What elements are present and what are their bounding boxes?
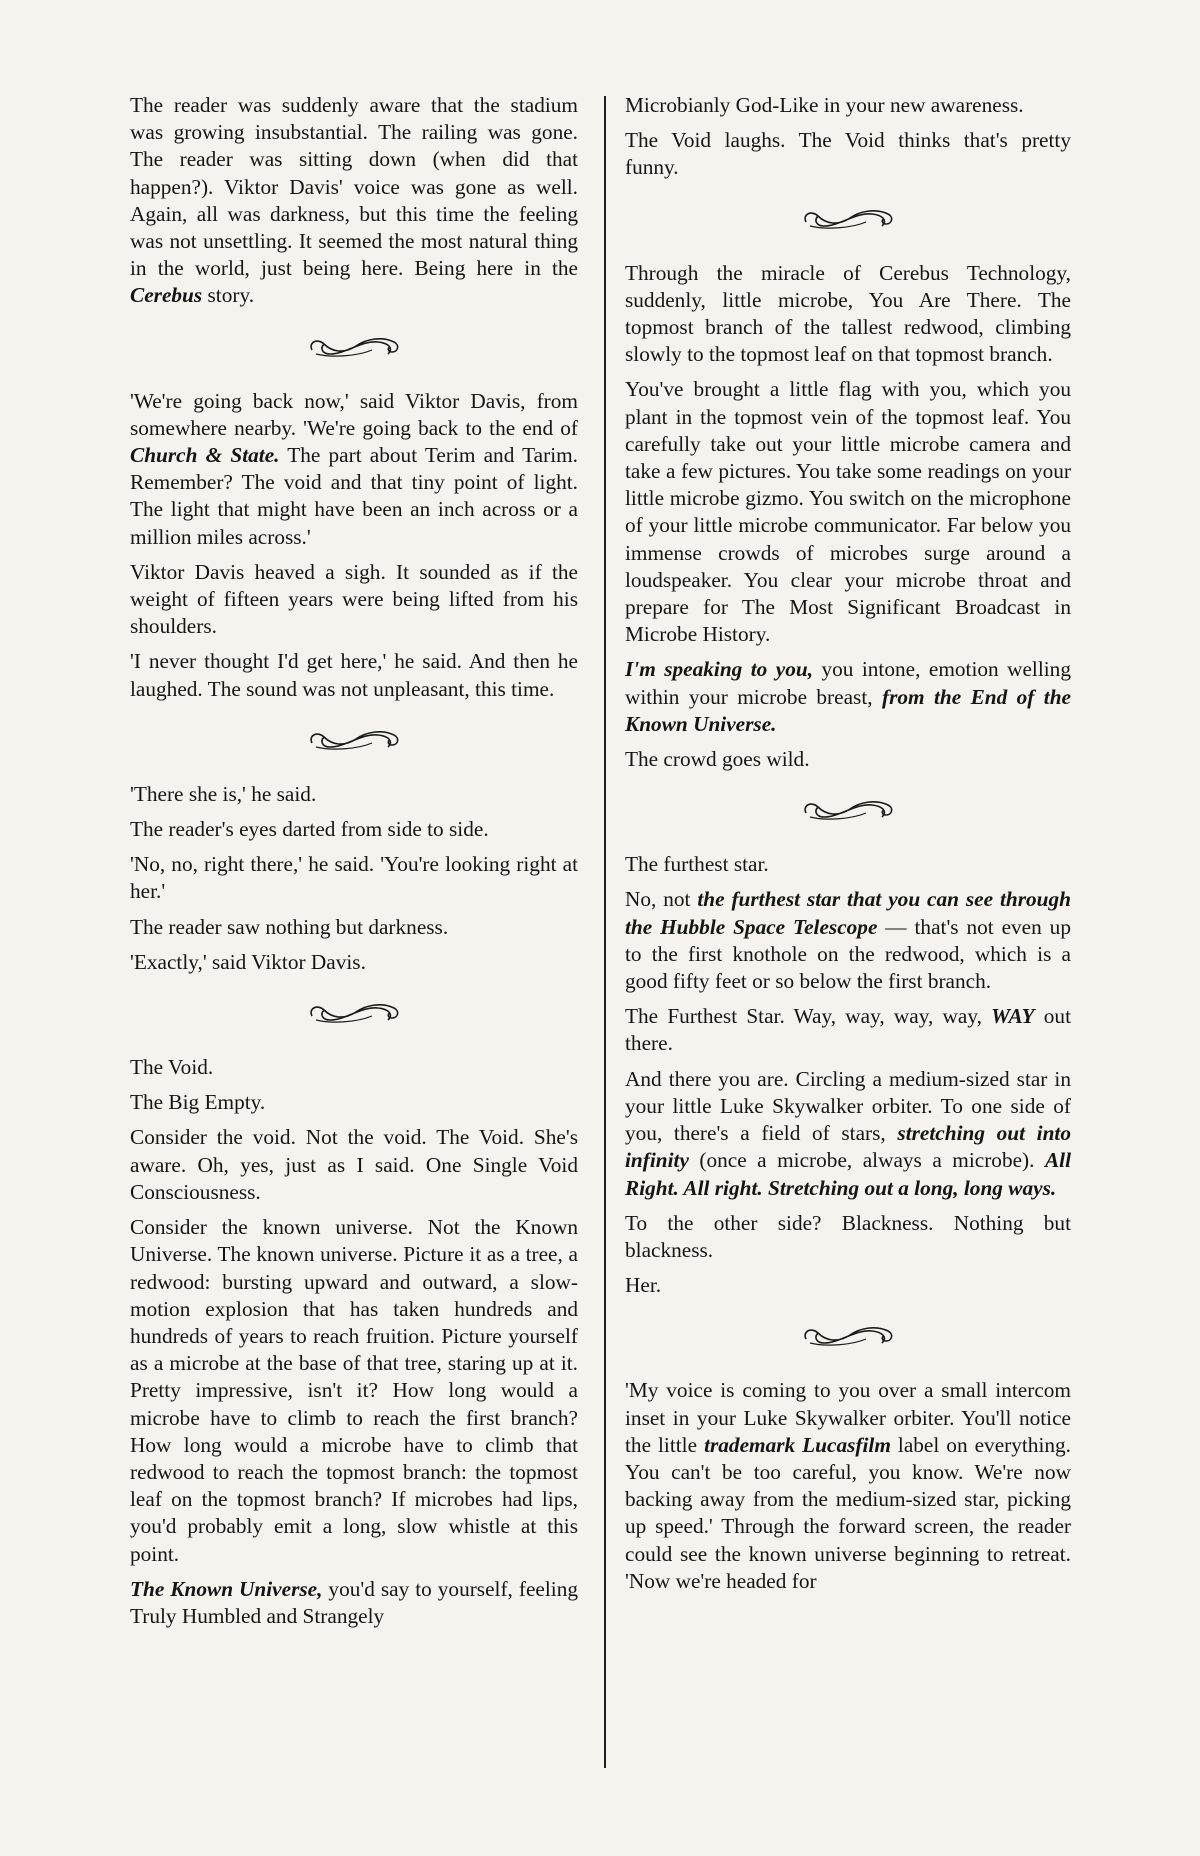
paragraph: The Furthest Star. Way, way, way, way, WAY out there. — [625, 1004, 1071, 1056]
paragraph: Viktor Davis heaved a sigh. It sounded as if the weight of fifteen years were being lifted from his shoulders. — [130, 559, 578, 639]
paragraph: Consider the void. Not the void. The Void. She's aware. Oh, yes, just as I said. One Single Void Consciousness. — [130, 1125, 578, 1204]
left-column — [130, 92, 578, 1638]
paragraph: The reader saw nothing but darkness. — [130, 914, 449, 939]
paragraph: You've brought a little flag with you, which you plant in the topmost vein of the topmost leaf. You carefully take out your little microbe camera and take a few pictures. You take some readings on your little microbe gizmo. You switch on the microphone of your little microbe communicator. Far below you immense crowds of microbes surge around a loudspeaker. You clear your microbe throat and prepare for The Most Significant Broadcast in Microbe History. — [625, 377, 1071, 647]
scroll-ornament-icon — [625, 781, 1071, 839]
right-column — [625, 92, 1071, 1603]
paragraph: Through the miracle of Cerebus Technology, suddenly, little microbe, You Are There. The topmost branch of the tallest redwood, climbing slowly to the topmost leaf on that topmost branch. — [625, 260, 1071, 367]
paragraph: The Void laughs. The Void thinks that's pretty funny. — [625, 128, 1071, 180]
paragraph: Microbianly God-Like in your new awareness. — [625, 93, 1024, 117]
paragraph: 'Exactly,' said Viktor Davis. — [130, 949, 366, 974]
paragraph: Her. — [625, 1273, 662, 1298]
paragraph: To the other side? Blackness. Nothing but blackness. — [625, 1210, 1071, 1262]
paragraph: The furthest star. — [625, 852, 769, 877]
paragraph: No, not the furthest star that you can see through the Hubble Space Telescope — that's not even up to the first knothole on the redwood, which is a good fifty feet or so below the first branch. — [625, 887, 1071, 994]
scroll-ornament-icon — [130, 984, 578, 1042]
paragraph: I'm speaking to you, you intone, emotion welling within your microbe breast, from the End of the Known Universe. — [625, 657, 1071, 736]
scroll-ornament-icon — [625, 1307, 1071, 1365]
paragraph: The reader was suddenly aware that the stadium was growing insubstantial. The railing was gone. The reader was sitting down (when did that happen?). Viktor Davis' voice was gone as well. Again, all was darkness, but this time the feeling was not unsettling. It seemed the most natural thing in the world, just being here. Being here in the Cerebus story. — [130, 93, 578, 308]
paragraph: The Void. — [130, 1055, 214, 1080]
scroll-ornament-icon — [130, 711, 578, 769]
scroll-ornament-icon — [130, 318, 578, 376]
column-divider — [604, 96, 606, 1768]
paragraph: 'No, no, right there,' he said. 'You're looking right at her.' — [130, 852, 578, 904]
paragraph: 'We're going back now,' said Viktor Davis, from somewhere nearby. 'We're going back to the end of Church & State. The part about Terim and Tarim. Remember? The void and that tiny point of light. The light that might have been an inch across or a million miles across.' — [130, 388, 579, 549]
paragraph: 'My voice is coming to you over a small intercom inset in your Luke Skywalker orbiter. You'll notice the little trademark Lucasfilm label on everything. You can't be too careful, you know. We're now backing away from the medium-sized star, picking up speed.' Through the forward screen, the reader could see the known universe beginning to retreat. 'Now we're headed for — [625, 1378, 1071, 1593]
scroll-ornament-icon — [625, 190, 1071, 248]
paragraph: Consider the known universe. Not the Known Universe. The known universe. Picture it as a tree, a redwood: bursting upward and outward, a slow-motion explosion that has taken hundreds and hundreds of years to reach fruition. Picture yourself as a microbe at the base of that tree, staring up at it. Pretty impressive, isn't it? How long would a microbe have to climb to reach the first branch? How long would a microbe have to climb that redwood to reach the topmost branch: the topmost leaf on the topmost branch? If microbes had lips, you'd probably emit a long, slow whistle at this point. — [130, 1215, 578, 1566]
paragraph: The Known Universe, you'd say to yourself, feeling Truly Humbled and Strangely — [130, 1576, 578, 1628]
paragraph: The Big Empty. — [130, 1090, 266, 1115]
paragraph: 'There she is,' he said. — [130, 781, 317, 806]
paragraph: The crowd goes wild. — [625, 747, 810, 772]
paragraph: The reader's eyes darted from side to side. — [130, 817, 489, 842]
paragraph: And there you are. Circling a medium-sized star in your little Luke Skywalker orbiter. To one side of you, there's a field of stars, stretching out into infinity (once a microbe, always a microbe). All Right. All right. Stretching out a long, long ways. — [625, 1066, 1071, 1200]
paragraph: 'I never thought I'd get here,' he said. And then he laughed. The sound was not unpleasant, this time. — [130, 649, 578, 701]
